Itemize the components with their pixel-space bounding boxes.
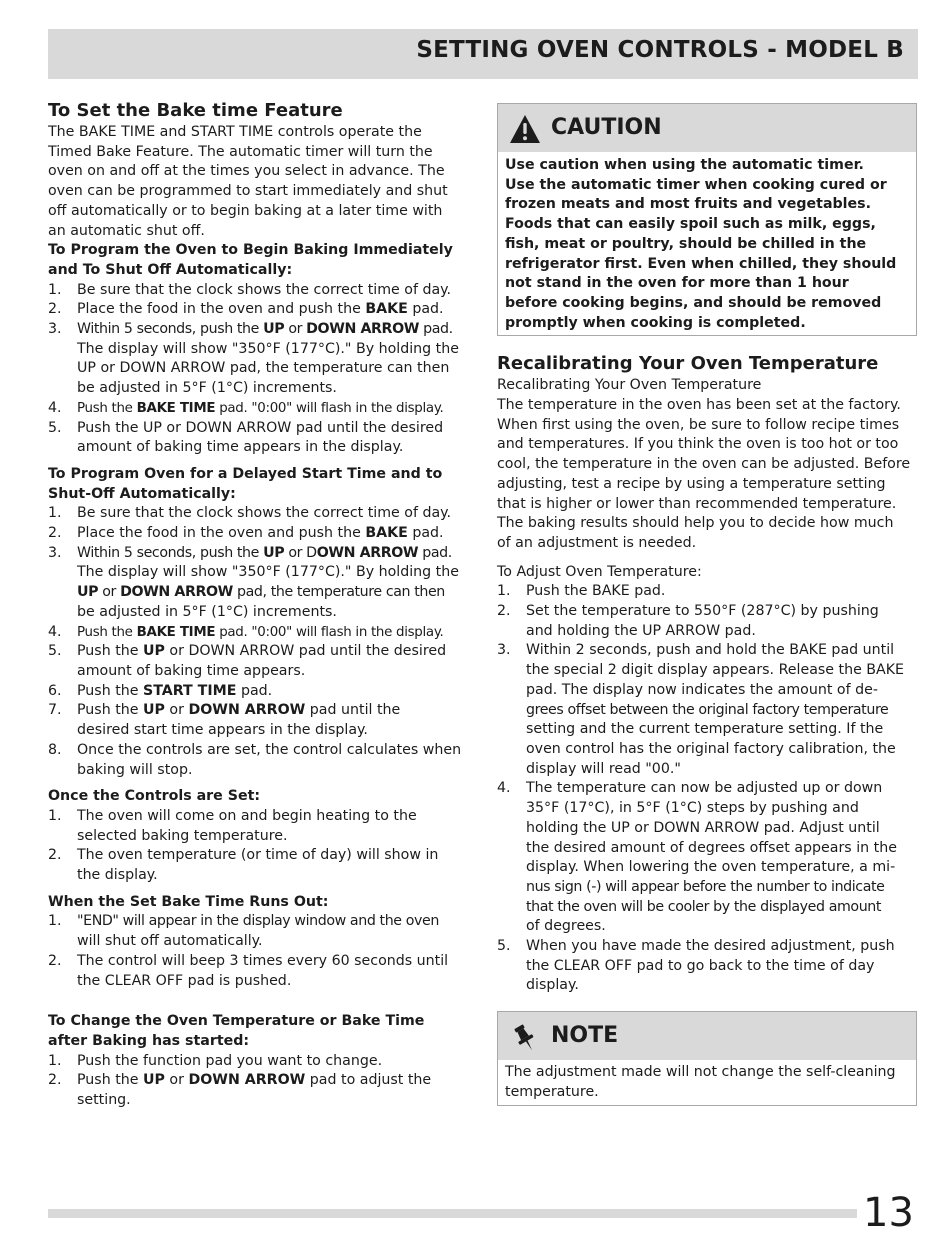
- step-text: or: [284, 321, 307, 338]
- change-temp-list: [48, 1052, 476, 1111]
- caution-header: [498, 104, 916, 152]
- section-title-line: To Program Oven for a Delayed Start Time and to: [48, 465, 443, 482]
- note-text: [498, 1060, 916, 1104]
- warning-triangle-icon: [509, 114, 541, 148]
- step-text: display will read "00.": [526, 760, 681, 777]
- note-line: The adjustment made will not change the self-cleaning: [505, 1064, 896, 1081]
- step-keyword: DOWN ARROW: [120, 584, 233, 601]
- pushpin-icon: [512, 1023, 538, 1057]
- runs-out-list: [48, 912, 476, 991]
- list-item: [48, 682, 476, 702]
- note-box: [497, 1011, 917, 1105]
- delayed-steps-list: [48, 504, 476, 780]
- footer-bar: [48, 1209, 918, 1218]
- step-text: or DOWN ARROW pad until the desired: [164, 643, 447, 660]
- list-item: [48, 807, 476, 846]
- step-text: Be sure that the clock shows the correct time of day.: [77, 505, 452, 522]
- step-number: 6.: [48, 682, 62, 699]
- step-text: Once the controls are set, the control calculates when: [77, 741, 462, 758]
- list-item: [48, 912, 476, 951]
- step-text: pad, the temperature can then: [232, 584, 445, 601]
- step-number: 2.: [48, 847, 62, 864]
- step-text: or: [164, 1072, 189, 1089]
- text-line: and temperatures. If you think the oven is too hot or too: [497, 436, 899, 453]
- adjust-steps-list: [497, 582, 917, 996]
- step-number: 5.: [497, 938, 511, 955]
- step-number: 5.: [48, 419, 62, 436]
- caution-line: before cooking begins, and should be removed: [505, 294, 882, 311]
- note-label: NOTE: [551, 1023, 619, 1049]
- step-text: selected baking temperature.: [77, 827, 288, 844]
- step-text: Push the function pad you want to change.: [77, 1052, 383, 1069]
- caution-line: fish, meat or poultry, should be chilled in the: [505, 235, 867, 252]
- list-item: [48, 281, 476, 301]
- step-text: will shut off automatically.: [77, 933, 263, 950]
- text-line: The BAKE TIME and START TIME controls operate the: [48, 124, 422, 140]
- step-text: Push the: [77, 624, 137, 640]
- step-text: grees offset between the original factory temperature: [526, 701, 889, 718]
- left-column: [48, 99, 476, 1111]
- adjust-title: To Adjust Oven Temperature:: [497, 563, 702, 580]
- step-text: desired start time appears in the display.: [77, 722, 368, 739]
- step-text: be adjusted in 5°F (1°C) increments.: [77, 603, 337, 620]
- caution-label: CAUTION: [551, 115, 662, 140]
- step-keyword: START TIME: [142, 682, 237, 699]
- step-number: 2.: [48, 301, 62, 318]
- step-text: The display will show "350°F (177°C)." By holding the: [77, 340, 459, 357]
- step-text: pad until the: [305, 702, 401, 719]
- step-text: the display.: [77, 867, 158, 884]
- section-title-runs-out: When the Set Bake Time Runs Out:: [48, 893, 329, 910]
- recalibrate-subheading: Recalibrating Your Oven Temperature: [497, 377, 762, 394]
- step-text: and holding the UP ARROW pad.: [526, 622, 756, 639]
- text-line: off automatically or to begin baking at a later time with: [48, 202, 443, 219]
- list-item: [497, 641, 917, 779]
- text-line: When first using the oven, be sure to follow recipe times: [497, 416, 900, 433]
- step-keyword: OWN ARROW: [316, 544, 419, 561]
- step-text: of degrees.: [526, 918, 606, 935]
- step-text: Push the BAKE pad.: [526, 583, 666, 600]
- section-title-delayed: [48, 465, 476, 504]
- step-text: The control will beep 3 times every 60 seconds until: [77, 952, 449, 969]
- text-line: adjusting, test a recipe by using a temperature setting: [497, 475, 886, 492]
- section-title-immediate: [48, 241, 476, 280]
- step-text: Set the temperature to 550°F (287°C) by pushing: [526, 603, 879, 620]
- step-text: Within 2 seconds, push and hold the BAKE pad until: [526, 642, 895, 659]
- caution-line: promptly when cooking is completed.: [505, 314, 806, 331]
- text-line: oven can be programmed to start immediately and shut: [48, 183, 448, 200]
- step-text: Push the: [77, 643, 143, 660]
- step-number: 2.: [48, 952, 62, 969]
- step-text: pad to adjust the: [305, 1072, 432, 1089]
- caution-box: [497, 103, 917, 336]
- text-line: cool, the temperature in the oven can be adjusted. Before: [497, 456, 911, 473]
- step-text: display.: [526, 977, 579, 994]
- list-item: [48, 524, 476, 544]
- step-keyword: UP: [142, 643, 165, 660]
- step-number: 2.: [48, 525, 62, 542]
- step-text: "END" will appear in the display window and the oven: [77, 913, 439, 930]
- list-item: [48, 642, 476, 681]
- step-number: 4.: [48, 399, 62, 416]
- step-text: UP or DOWN ARROW pad, the temperature can then: [77, 360, 450, 377]
- step-keyword: BAKE TIME: [136, 400, 216, 416]
- list-item: [48, 952, 476, 991]
- step-number: 8.: [48, 741, 62, 758]
- step-text: holding the UP or DOWN ARROW pad. Adjust until: [526, 819, 880, 836]
- list-item: [497, 937, 917, 996]
- step-text: Be sure that the clock shows the correct time of day.: [77, 281, 452, 298]
- step-number: 1.: [48, 505, 62, 522]
- text-line: of an adjustment is needed.: [497, 534, 697, 551]
- header-bar: [48, 29, 918, 79]
- note-line: temperature.: [505, 1083, 599, 1100]
- step-text: Within 5 seconds, push the: [77, 321, 264, 338]
- step-number: 4.: [48, 623, 62, 640]
- step-text: display. When lowering the oven temperature, a mi-: [526, 859, 896, 876]
- section-title-line: To Program the Oven to Begin Baking Immediately: [48, 242, 453, 259]
- step-text: When you have made the desired adjustment, push: [526, 938, 895, 955]
- list-item: [48, 300, 476, 320]
- section-title-line: after Baking has started:: [48, 1032, 250, 1049]
- step-number: 1.: [497, 583, 511, 600]
- step-number: 3.: [497, 642, 511, 659]
- bake-time-heading: To Set the Bake time Feature: [48, 100, 343, 121]
- step-text: oven control has the original factory calibration, the: [526, 740, 896, 757]
- text-line: The temperature in the oven has been set at the factory.: [497, 397, 901, 414]
- list-item: [48, 1052, 476, 1072]
- note-header: [498, 1012, 916, 1060]
- step-text: Place the food in the oven and push the: [77, 301, 366, 318]
- step-keyword: BAKE: [365, 525, 408, 542]
- step-text: setting and the current temperature setting. If the: [526, 721, 884, 738]
- step-text: setting.: [77, 1092, 131, 1109]
- list-item: [48, 846, 476, 885]
- list-item: [497, 779, 917, 937]
- list-item: [48, 623, 476, 643]
- controls-set-list: [48, 807, 476, 886]
- list-item: [497, 602, 917, 641]
- step-text: pad.: [407, 525, 444, 542]
- list-item: [48, 504, 476, 524]
- step-number: 1.: [48, 807, 62, 824]
- right-column: [497, 103, 917, 1106]
- step-keyword: DOWN ARROW: [188, 702, 306, 719]
- step-number: 3.: [48, 321, 62, 338]
- step-text: 35°F (17°C), in 5°F (1°C) steps by pushing and: [526, 800, 859, 817]
- page-title: SETTING OVEN CONTROLS - MODEL B: [416, 37, 904, 63]
- section-title-line: To Change the Oven Temperature or Bake Time: [48, 1013, 425, 1030]
- text-line: oven on and off at the times you select in advance. The: [48, 163, 445, 180]
- step-number: 7.: [48, 702, 62, 719]
- section-title-controls-set: Once the Controls are Set:: [48, 788, 261, 805]
- caution-text: [498, 152, 916, 335]
- step-keyword: UP: [77, 584, 99, 601]
- step-text: pad.: [419, 321, 453, 338]
- list-item: [497, 582, 917, 602]
- list-item: [48, 320, 476, 399]
- step-number: 5.: [48, 643, 62, 660]
- step-text: baking will stop.: [77, 761, 193, 778]
- text-line: Timed Bake Feature. The automatic timer will turn the: [48, 143, 433, 160]
- step-number: 4.: [497, 780, 511, 797]
- step-text: pad. The display now indicates the amount of de-: [526, 681, 878, 698]
- step-text: or: [164, 702, 189, 719]
- step-text: Push the: [77, 1072, 143, 1089]
- caution-line: Use caution when using the automatic timer.: [505, 157, 864, 173]
- recalibrate-paragraph: [497, 396, 917, 554]
- step-text: nus sign (-) will appear before the number to indicate: [526, 878, 885, 895]
- step-keyword: UP: [263, 321, 285, 338]
- step-keyword: DOWN ARROW: [306, 321, 419, 338]
- list-item: [48, 419, 476, 458]
- list-item: [48, 544, 476, 623]
- step-text: Push the: [77, 400, 137, 416]
- immediate-steps-list: [48, 281, 476, 458]
- caution-line: Use the automatic timer when cooking cured or: [505, 176, 887, 193]
- text-line: that is higher or lower than recommended temperature.: [497, 495, 897, 512]
- step-number: 2.: [497, 603, 511, 620]
- step-text: pad. "0:00" will flash in the display.: [215, 400, 444, 416]
- step-number: 1.: [48, 913, 62, 930]
- step-keyword: UP: [263, 544, 285, 561]
- caution-line: refrigerator first. Even when chilled, they should: [505, 255, 897, 272]
- section-title-line: and To Shut Off Automatically:: [48, 261, 293, 278]
- step-text: Place the food in the oven and push the: [77, 525, 366, 542]
- step-text: be adjusted in 5°F (1°C) increments.: [77, 380, 337, 397]
- recalibrate-heading: Recalibrating Your Oven Temperature: [497, 353, 879, 375]
- step-keyword: UP: [142, 702, 165, 719]
- text-line: an automatic shut off.: [48, 222, 205, 239]
- step-text: Push the: [77, 702, 143, 719]
- step-keyword: BAKE TIME: [136, 624, 216, 640]
- step-text: amount of baking time appears.: [77, 662, 306, 679]
- step-text: the desired amount of degrees offset appears in the: [526, 839, 897, 856]
- step-text: amount of baking time appears in the display.: [77, 439, 404, 456]
- list-item: [48, 701, 476, 740]
- step-text: The oven will come on and begin heating to the: [77, 807, 417, 824]
- caution-line: frozen meats and most fruits and vegetables.: [505, 196, 871, 213]
- step-text: The display will show "350°F (177°C)." By holding the: [77, 564, 459, 581]
- list-item: [48, 741, 476, 780]
- step-text: the CLEAR OFF pad to go back to the time of day: [526, 957, 875, 974]
- step-keyword: DOWN ARROW: [188, 1072, 306, 1089]
- step-text: the CLEAR OFF pad is pushed.: [77, 972, 292, 989]
- step-keyword: BAKE: [365, 301, 408, 318]
- list-item: [48, 1071, 476, 1110]
- step-number: 1.: [48, 281, 62, 298]
- step-text: pad.: [236, 682, 273, 699]
- text-line: The baking results should help you to decide how much: [497, 515, 894, 532]
- caution-line: not stand in the oven for more than 1 hour: [505, 275, 849, 292]
- step-keyword: UP: [142, 1072, 165, 1089]
- step-text: Push the: [77, 682, 143, 699]
- step-text: or D: [284, 544, 317, 561]
- section-title-change-temp: [48, 1012, 476, 1051]
- intro-paragraph: [48, 123, 476, 241]
- step-text: Push the UP or DOWN ARROW pad until the desired: [77, 419, 444, 436]
- page-number: 13: [857, 1190, 920, 1236]
- step-number: 1.: [48, 1052, 62, 1069]
- step-text: pad.: [418, 544, 452, 561]
- section-title-line: Shut-Off Automatically:: [48, 485, 236, 502]
- step-text: The temperature can now be adjusted up or down: [526, 780, 883, 797]
- list-item: [48, 399, 476, 419]
- step-text: that the oven will be cooler by the displayed amount: [526, 898, 882, 915]
- step-text: pad. "0:00" will flash in the display.: [215, 624, 444, 640]
- step-text: The oven temperature (or time of day) will show in: [77, 847, 439, 864]
- step-text: or: [98, 584, 121, 601]
- step-number: 3.: [48, 544, 62, 561]
- caution-line: Foods that can easily spoil such as milk, eggs,: [505, 216, 876, 233]
- step-number: 2.: [48, 1072, 62, 1089]
- step-text: pad.: [407, 301, 444, 318]
- step-text: the special 2 digit display appears. Release the BAKE: [526, 662, 905, 679]
- step-text: Within 5 seconds, push the: [77, 544, 264, 561]
